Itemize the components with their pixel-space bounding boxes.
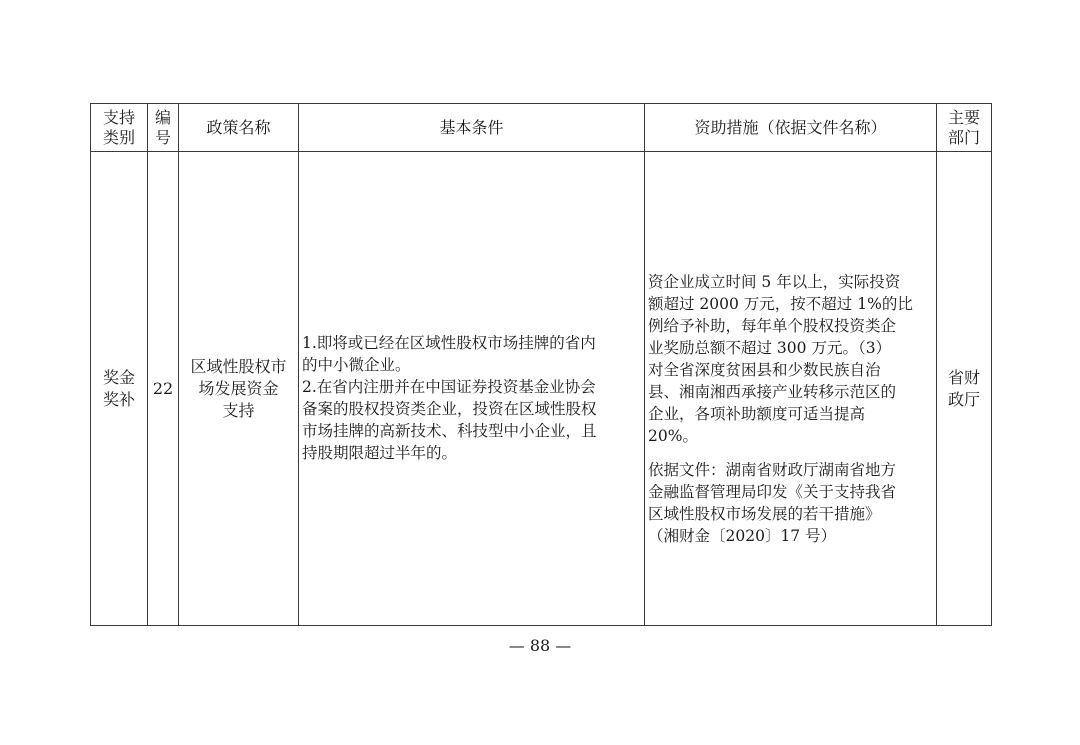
table-row <box>91 152 992 626</box>
header-category: 支持 类别 <box>91 104 148 152</box>
policy-table <box>90 103 992 626</box>
cell-number: 22 <box>148 152 179 626</box>
header-policy-name: 政策名称 <box>179 104 299 152</box>
cell-policy-name: 区域性股权市 场发展资金 支持 <box>179 152 299 626</box>
header-department: 主要 部门 <box>937 104 992 152</box>
header-measures: 资助措施（依据文件名称） <box>645 104 937 152</box>
header-number: 编 号 <box>148 104 179 152</box>
page-number: — 88 — <box>508 636 572 655</box>
basis-text: 依据文件：湖南省财政厅湖南省地方 <box>648 460 897 479</box>
cell-conditions: 1.即将或已经在区域性股权市场挂牌的省内 的中小微企业。 2.在省内注册并在中国证券投资基金业协会 备案的股权投资类企业，投资在区域性股权 市场挂牌的高新技术、科技型中小企业，且 持股期限超过半年的。 <box>299 152 645 626</box>
cell-department: 省财 政厅 <box>937 152 992 626</box>
cell-category: 奖金 奖补 <box>91 152 148 626</box>
table-header-row <box>91 104 992 152</box>
cell-measures: 资企业成立时间 5 年以上，实际投资 额超过 2000 万元，按不超过 1%的比 例给予补助，每年单个股权投资类企 业奖励总额不超过 300 万元。（3） 对全省深度贫困县和少数民族自治 县、湘南湘西承接产业转移示范区的 企业，各项补助额度可适当提高 20%。 依据文件：湖南省财政厅湖南省地方 金融监督管理局印发《关于支持我省 区域性股权市场发展的若干措施》 （湘财金〔2020〕17 号） <box>645 152 937 626</box>
header-conditions: 基本条件 <box>299 104 645 152</box>
